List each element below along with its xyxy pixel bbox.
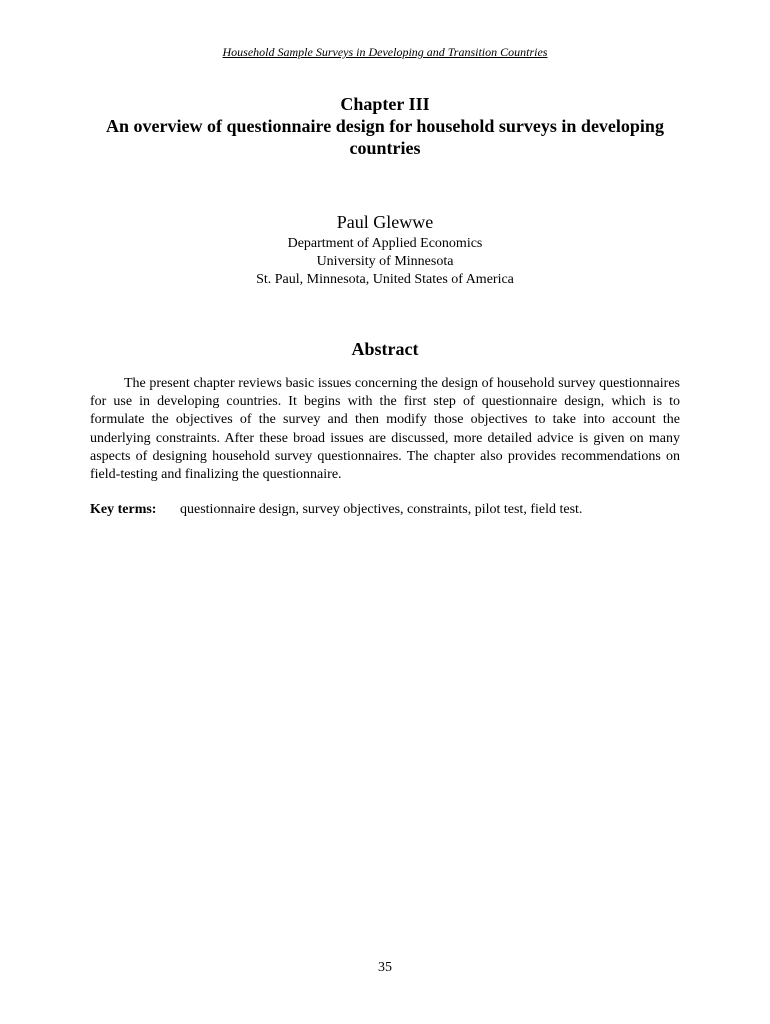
author-university: University of Minnesota bbox=[316, 254, 454, 269]
author-block bbox=[0, 211, 770, 289]
abstract-body: The present chapter reviews basic issues concerning the design of household survey questionnaires for use in developing countries. It begins with the first step of questionnaire design, which is to formulate the objectives of the survey and then modify those objectives to take into account the underlying constraints. After these broad issues are discussed, more detailed advice is given on many aspects of designing household survey questionnaires. The chapter also provides recommendations on field-testing and finalizing the questionnaire. bbox=[90, 376, 680, 483]
chapter-title-line-2: countries bbox=[349, 138, 421, 158]
key-terms-value: questionnaire design, survey objectives, constraints, pilot test, field test. bbox=[180, 502, 583, 517]
key-terms-label: Key terms: bbox=[90, 502, 157, 517]
author-name: Paul Glewwe bbox=[336, 212, 434, 232]
author-location: St. Paul, Minnesota, United States of America bbox=[256, 272, 514, 287]
chapter-heading bbox=[85, 93, 685, 159]
key-terms bbox=[90, 501, 680, 519]
running-header: Household Sample Surveys in Developing and Transition Countries bbox=[222, 45, 548, 59]
abstract-heading: Abstract bbox=[351, 339, 419, 359]
chapter-number: Chapter III bbox=[340, 94, 430, 114]
author-department: Department of Applied Economics bbox=[287, 236, 483, 251]
chapter-title-line-1: An overview of questionnaire design for household surveys in developing bbox=[106, 116, 664, 136]
page-number: 35 bbox=[378, 960, 392, 975]
